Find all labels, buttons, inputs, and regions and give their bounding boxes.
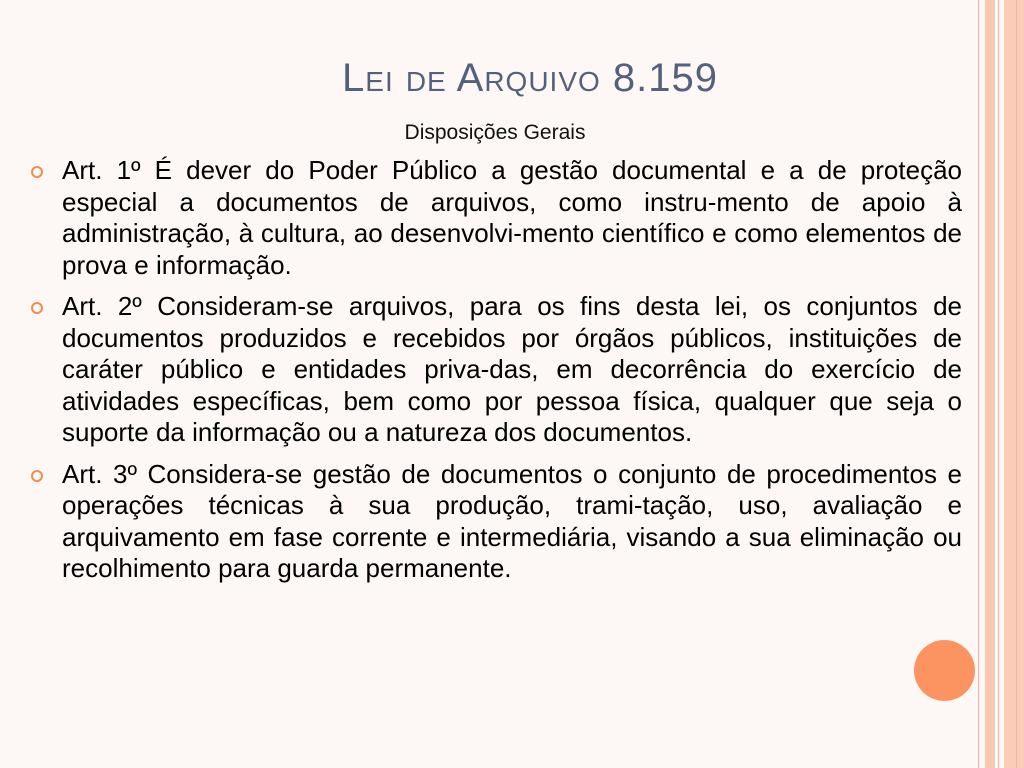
decorative-stripe — [1016, 0, 1017, 768]
decorative-circle — [914, 640, 975, 701]
decorative-stripe — [978, 0, 979, 768]
slide-subtitle: Disposições Gerais — [404, 121, 586, 144]
decorative-stripe — [985, 0, 995, 768]
bullet-text: Art. 1º É dever do Poder Público a gestão documental e a de proteção especial a documentos de arquivos, como instru-mento de apoio à administração, à cultura, ao desenvolvi-mento científico e como elementos de prova e informação. — [62, 155, 962, 280]
bullet-icon — [31, 302, 43, 314]
decorative-stripe — [1004, 0, 1024, 768]
bullet-icon — [31, 166, 43, 178]
bullet-icon — [31, 470, 43, 482]
slide-title: Lei de Arquivo 8.159 — [342, 56, 718, 100]
decorative-stripe — [998, 0, 999, 768]
bullet-text: Art. 3º Considera-se gestão de documentos o conjunto de procedimentos e operações técnicas à sua produção, trami-tação, uso, avaliação e arquivamento em fase corrente e intermediária, visando a sua eliminação ou recolhimento para guarda permanente. — [62, 458, 962, 583]
bullet-item — [62, 291, 962, 449]
bullet-item — [62, 459, 962, 585]
bullet-list — [62, 155, 962, 595]
bullet-text: Art. 2º Consideram-se arquivos, para os fins desta lei, os conjuntos de documentos produzidos e recebidos por órgãos públicos, instituições de caráter público e entidades priva-das, em decorrência do exercício de atividades específicas, bem como por pessoa física, qualquer que seja o suporte da informação ou a natureza dos documentos. — [62, 291, 962, 447]
bullet-item — [62, 155, 962, 281]
